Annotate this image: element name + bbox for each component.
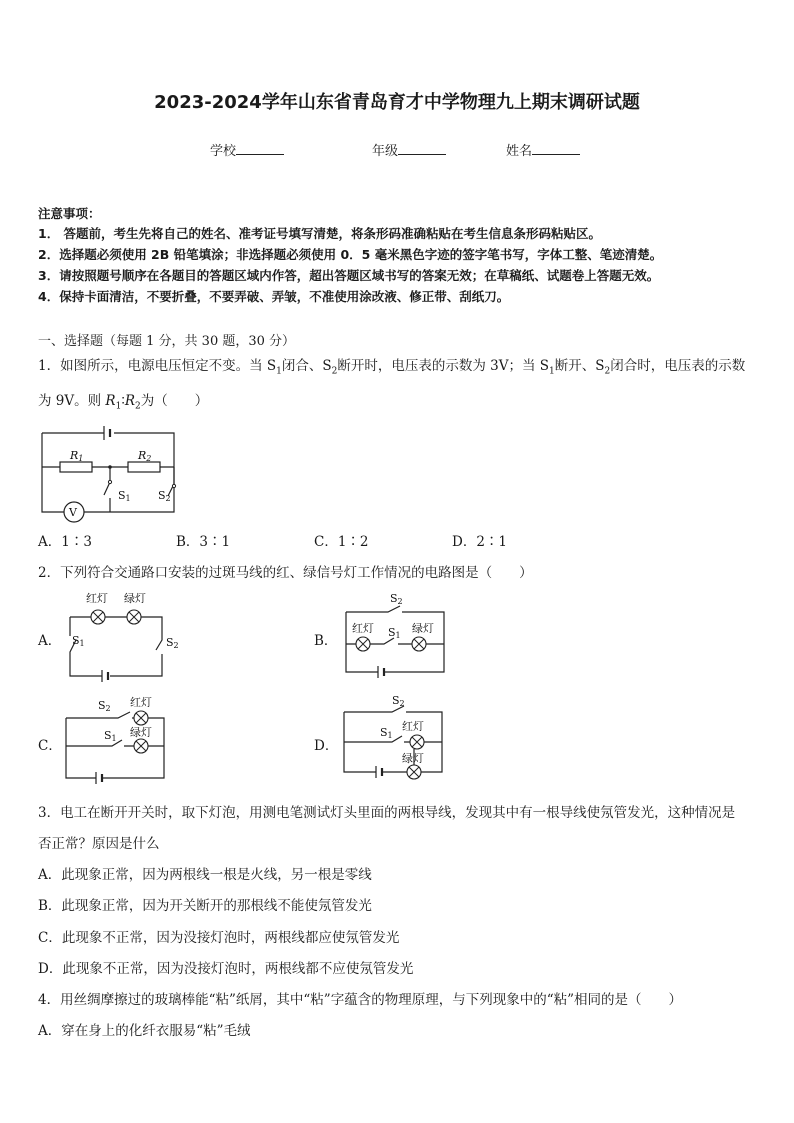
switch-s1 [104, 467, 110, 512]
q1-option-c[interactable]: C．1∶2 [314, 534, 369, 550]
s2-label: S2 [166, 636, 179, 650]
switch-s1-contact [108, 480, 111, 483]
green-lamp-label: 绿灯 [130, 726, 152, 739]
r2-label: R2 [138, 449, 152, 463]
q2-circuit-b [340, 592, 450, 687]
notice-heading: 注意事项： [38, 206, 101, 221]
q1-option-b[interactable]: B．3∶1 [176, 534, 231, 550]
name-field: 姓名 [506, 140, 580, 159]
notice-item: 4．保持卡面清洁，不要折叠，不要弄破、弄皱，不准使用涂改液、修正带、刮纸刀。 [38, 289, 510, 304]
q2-circuit-a [60, 588, 190, 683]
q1-stem-line2: 为 9V。则 $R_1∶R_2$为（ ） [38, 393, 209, 412]
s2-label: S2 [392, 694, 405, 708]
switch-s2-contact [172, 484, 175, 487]
page-title: 2023-2024学年山东省青岛育才中学物理九上期末调研试题 [154, 92, 640, 113]
q2-option-d-label[interactable]: D． [314, 738, 339, 754]
s1-label: S1 [388, 626, 401, 640]
q4-option-a[interactable]: A．穿在身上的化纤衣服易“粘”毛绒 [38, 1023, 251, 1039]
q3-stem-line2: 否正常？原因是什么 [38, 836, 160, 852]
q3-option-a[interactable]: A．此现象正常，因为两根线一根是火线，另一根是零线 [38, 867, 372, 883]
r1-label: R1 [70, 449, 84, 463]
q3-option-d[interactable]: D．此现象不正常，因为没接灯泡时，两根线都不应使氖管发光 [38, 961, 414, 977]
q2-option-b-label[interactable]: B． [314, 633, 338, 649]
red-lamp-label: 红灯 [86, 592, 108, 605]
resistor-r1 [60, 462, 92, 472]
q3-option-b[interactable]: B．此现象正常，因为开关断开的那根线不能使氖管发光 [38, 898, 372, 914]
switch-s2 [168, 467, 174, 496]
red-lamp-label: 红灯 [402, 720, 424, 733]
green-lamp-label: 绿灯 [412, 622, 434, 635]
q2-circuit-d [338, 692, 448, 787]
section-heading: 一、选择题（每题 1 分，共 30 题，30 分） [38, 334, 296, 349]
q2-option-c-label[interactable]: C． [38, 738, 62, 754]
voltmeter-label: V [69, 506, 77, 519]
q3-stem-line1: 3．电工在断开开关时，取下灯泡，用测电笔测试灯头里面的两根导线，发现其中有一根导线使氖管发光，这种情况是 [38, 805, 736, 821]
name-blank[interactable] [532, 142, 580, 155]
q1-circuit-diagram [38, 420, 188, 525]
grade-blank[interactable] [398, 142, 446, 155]
notice-item: 3．请按照题号顺序在各题目的答题区域内作答，超出答题区域书写的答案无效；在草稿纸、试题卷上答题无效。 [38, 268, 660, 283]
q3-option-c[interactable]: C．此现象不正常，因为没接灯泡时，两根线都应使氖管发光 [38, 930, 400, 946]
s1-label: S1 [104, 729, 117, 743]
red-lamp-label: 红灯 [352, 622, 374, 635]
q2-option-a-label[interactable]: A． [38, 633, 62, 649]
green-lamp-label: 绿灯 [402, 752, 424, 765]
notice-item: 2．选择题必须使用 2B 铅笔填涂；非选择题必须使用 0．5 毫米黑色字迹的签字笔书写，字体工整、笔迹清楚。 [38, 247, 663, 262]
school-blank[interactable] [236, 142, 284, 155]
circuit-wire [344, 706, 442, 778]
q2-circuit-c [62, 692, 172, 787]
resistor-r2 [128, 462, 160, 472]
circuit-wire [66, 712, 164, 778]
s2-label: S2 [98, 699, 111, 713]
school-field: 学校 [210, 140, 284, 159]
q1-option-d[interactable]: D．2∶1 [452, 534, 508, 550]
s1-label: S1 [380, 726, 393, 740]
s1-label: S1 [118, 489, 131, 503]
s2-label: S2 [390, 592, 403, 606]
red-lamp-label: 红灯 [130, 696, 152, 709]
q1-option-a[interactable]: A．1∶3 [38, 534, 92, 550]
q1-stem-line1: 1．如图所示，电源电压恒定不变。当 $S_1$闭合、$S_2$断开时，电压表的示数为 3V；当 $S_1$断开、$S_2$闭合时，电压表的示数 [38, 358, 746, 377]
q4-stem: 4．用丝绸摩擦过的玻璃棒能“粘”纸屑，其中“粘”字蕴含的物理原理，与下列现象中的“粘”相同的是（ ） [38, 992, 682, 1008]
green-lamp-label: 绿灯 [124, 592, 146, 605]
notice-item: 1． 答题前，考生先将自己的姓名、准考证号填写清楚，将条形码准确粘贴在考生信息条形码粘贴区。 [38, 226, 602, 241]
q2-stem: 2．下列符合交通路口安装的过斑马线的红、绿信号灯工作情况的电路图是（ ） [38, 565, 533, 581]
s2-label: S2 [158, 489, 171, 503]
grade-field: 年级 [372, 140, 446, 159]
s1-label: S1 [72, 634, 85, 648]
